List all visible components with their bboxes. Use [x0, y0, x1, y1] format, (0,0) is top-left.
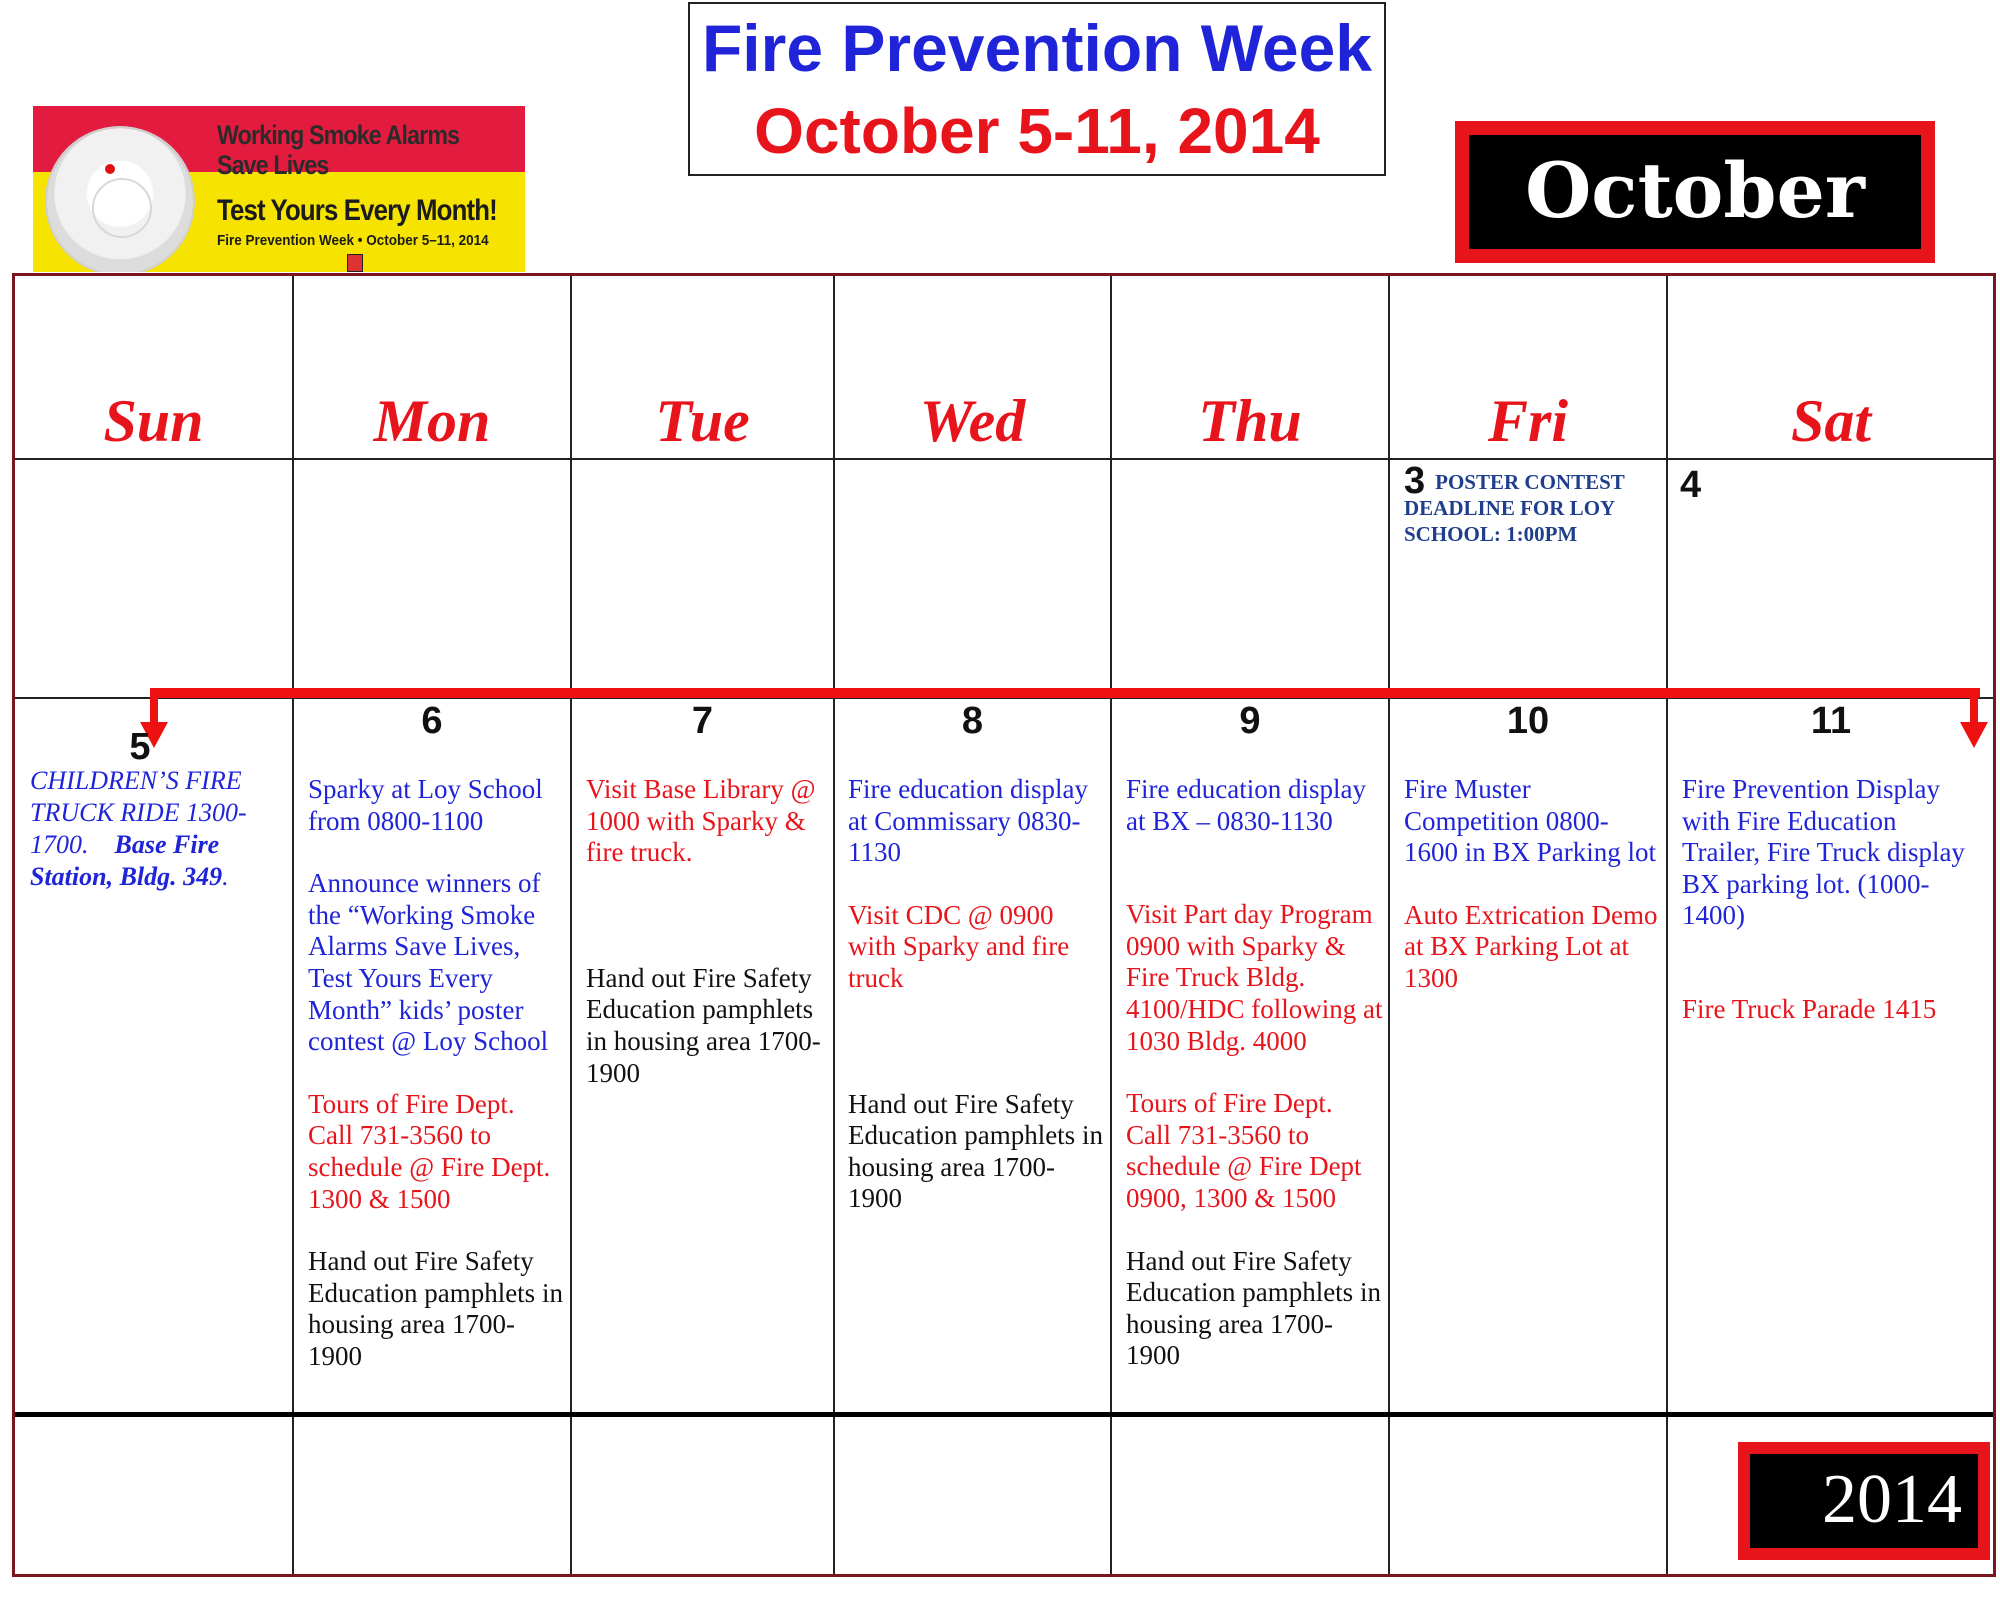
grid-hline [15, 458, 1993, 460]
event-item: Tours of Fire Dept. Call 731-3560 to schedule @ Fire Dept 0900, 1300 & 1500 [1126, 1088, 1362, 1213]
grid-hline-bold [15, 1412, 1993, 1417]
dayname-tue: Tue [655, 388, 750, 454]
date-number-8: 8 [961, 700, 984, 742]
date-number-9: 9 [1239, 700, 1261, 742]
event-item: Sparky at Loy School from 0800-1100 [308, 774, 543, 836]
page-title: Fire Prevention Week [701, 11, 1373, 85]
events-tue-7 [586, 774, 830, 1089]
event-item: Visit Base Library @ 1000 with Sparky & fire truck. [586, 774, 816, 868]
smoke-alarm-banner [33, 106, 525, 272]
arrow-stem-start [150, 688, 158, 724]
event-item: Tours of Fire Dept. Call 731-3560 to schedule @ Fire Dept. 1300 & 1500 [308, 1088, 551, 1214]
smoke-alarm-icon [47, 128, 193, 272]
event-item: Hand out Fire Safety Education pamphlets in housing area 1700-1900 [848, 1088, 1103, 1214]
banner-dates: Fire Prevention Week • October 5–11, 2014 [217, 232, 489, 249]
dayname-fri: Fri [1487, 388, 1569, 454]
event-item: Announce winners of the “Working Smoke Alarms Save Lives, Test Yours Every Month” kids’ poster contest @ Loy School [308, 868, 549, 1057]
dayname-sun: Sun [103, 388, 204, 454]
event-text: CHILDREN’S FIRE TRUCK RIDE 1300-1700. [30, 766, 247, 859]
poster-contest-text: POSTER CONTEST DEADLINE FOR LOY SCHOOL: 1:00PM [1404, 470, 1625, 546]
events-fri-10 [1404, 774, 1662, 995]
childrens-fire-truck-ride-event [30, 765, 285, 893]
event-location: Base Fire Station, Bldg. 349 [30, 830, 223, 891]
banner-test-yours: Test Yours Every Month! [217, 194, 497, 227]
events-wed-8 [848, 774, 1106, 1215]
date-number-7: 7 [691, 700, 714, 742]
event-item: Fire Muster Competition 0800-1600 in BX Parking lot [1404, 774, 1657, 868]
month-label-box [1455, 121, 1935, 263]
events-mon-6 [308, 774, 566, 1373]
banner-headline [217, 120, 475, 180]
month-label: October [1469, 135, 1921, 249]
dayname-sat: Sat [1790, 388, 1872, 454]
grid-vline [1388, 276, 1390, 1574]
event-item: Fire education display at Commissary 0830-1130 [848, 774, 1088, 868]
banner-line2: Save Lives [217, 150, 329, 180]
banner-line1: Working Smoke Alarms [217, 120, 460, 150]
event-item: Auto Extrication Demo at BX Parking Lot at 1300 [1404, 899, 1658, 993]
poster-contest-event [1404, 460, 1676, 547]
date-number-6: 6 [421, 700, 443, 742]
date-number-10: 10 [1506, 700, 1550, 742]
grid-vline [570, 276, 572, 1574]
events-thu-9 [1126, 774, 1384, 1372]
event-item: Hand out Fire Safety Education pamphlets in housing area 1700-1900 [308, 1246, 563, 1371]
event-item: Hand out Fire Safety Education pamphlets in housing area 1700-1900 [586, 962, 821, 1088]
event-item: Fire education display at BX – 0830-1130 [1126, 774, 1366, 836]
date-number-3: 3 [1404, 460, 1426, 502]
event-item: Visit Part day Program 0900 with Sparky & Fire Truck Bldg. 4100/HDC following at 1030 Bldg. 4000 [1126, 899, 1383, 1056]
grid-vline [292, 276, 294, 1574]
year-label-box [1738, 1442, 1990, 1560]
grid-vline [1110, 276, 1112, 1574]
event-item: Fire Truck Parade 1415 [1682, 993, 1937, 1024]
event-item: Hand out Fire Safety Education pamphlets in housing area 1700-1900 [1126, 1245, 1381, 1371]
nfpa-logo-icon [347, 254, 363, 272]
date-number-4: 4 [1680, 464, 1702, 506]
week-span-arrow [150, 688, 1980, 698]
alarm-ring-icon [92, 178, 152, 238]
year-label: 2014 [1750, 1454, 1978, 1548]
dayname-thu: Thu [1198, 388, 1302, 454]
events-sat-11 [1682, 774, 1980, 1026]
page-subtitle-dates: October 5-11, 2014 [754, 95, 1320, 167]
date-number-11: 11 [1810, 700, 1852, 742]
event-item: Visit CDC @ 0900 with Sparky and fire truck [848, 899, 1070, 993]
dayname-wed: Wed [919, 388, 1026, 454]
grid-vline [833, 276, 835, 1574]
event-punctuation: . [222, 862, 229, 891]
title-box [688, 2, 1386, 176]
alarm-led-icon [105, 164, 115, 174]
dayname-mon: Mon [373, 388, 491, 454]
date-number-5: 5 [129, 726, 151, 768]
event-item: Fire Prevention Display with Fire Education Trailer, Fire Truck display BX parking lot. (1000-1400) [1682, 774, 1965, 931]
